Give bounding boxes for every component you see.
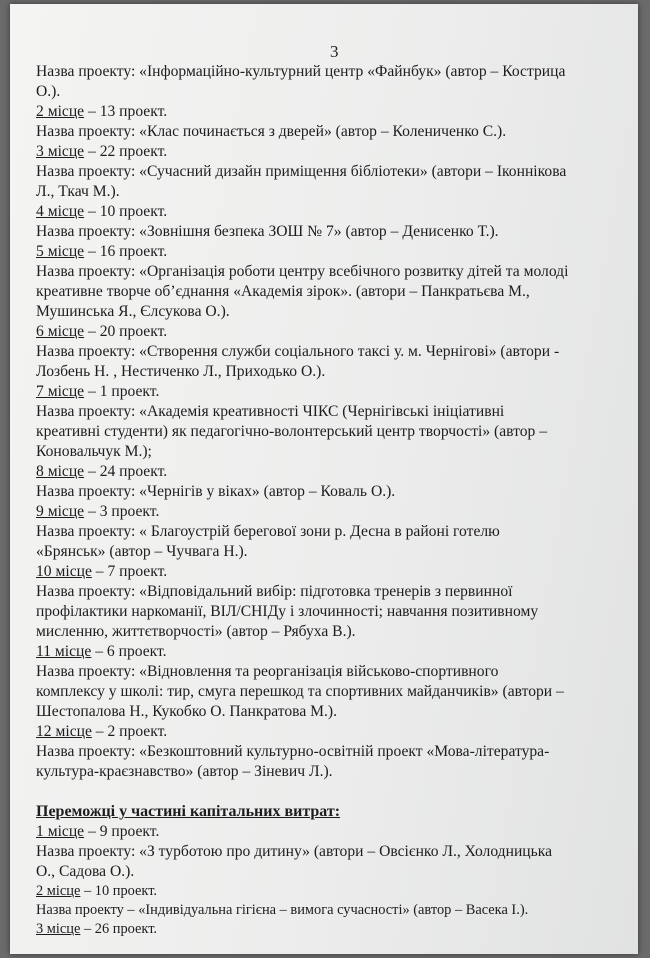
- place-project-number: – 13 проект.: [84, 103, 168, 120]
- project-name: креативні студенти) як педагогічно-волонтерський центр творчості» (автор –: [36, 423, 548, 440]
- place-project-number: – 22 проект.: [84, 143, 168, 160]
- place-label: 5 місце: [36, 243, 85, 260]
- place-heading: [36, 462, 628, 482]
- place-project-number: – 7 проект.: [91, 563, 168, 580]
- place-label: 10 місце: [36, 563, 92, 580]
- project-name: Назва проекту: «Організація роботи центру всебічного розвитку дітей та молоді: [36, 263, 569, 280]
- project-name: Назва проекту: «Безкоштовний культурно-освітній проект «Мова-література-: [36, 743, 550, 760]
- place-heading: [36, 822, 628, 842]
- project-name: Назва проекту: «Зовнішня безпека ЗОШ № 7» (автор – Денисенко Т.).: [36, 223, 499, 240]
- place-heading: [36, 322, 628, 342]
- project-name: «Брянськ» (автор – Чучвага Н.).: [36, 543, 248, 560]
- text-line: Назва проекту: «Інформаційно-культурний центр «Файнбук» (автор – Кострица: [36, 63, 566, 80]
- project-name: Назва проекту: «З турботою про дитину» (автори – Овсієнко Л., Холодницька: [36, 843, 553, 860]
- place-project-number: – 3 проект.: [84, 503, 160, 520]
- place-entry: [36, 102, 628, 142]
- place-entry: [36, 722, 628, 782]
- project-name: культура-краєзнавство» (автор – Зіневич Л.).: [36, 763, 333, 780]
- document-page: [10, 4, 638, 954]
- place-project-number: – 1 проект.: [84, 383, 160, 400]
- project-name: Лозбень Н. , Нестиченко Л., Приходько О.).: [36, 363, 326, 380]
- project-name: Назва проекту: «Сучасний дизайн приміщення бібліотеки» (автори – Іконнікова: [36, 163, 567, 180]
- place-project-number: – 2 проект.: [91, 723, 168, 740]
- project-name: Назва проекту: «Чернігів у віках» (автор – Коваль О.).: [36, 483, 396, 500]
- project-name: Шестопалова Н., Кукобко О. Панкратова М.).: [36, 703, 338, 720]
- place-entry: [36, 382, 628, 462]
- place-label: 3 місце: [36, 921, 81, 937]
- project-name: Коновальчук М.);: [36, 443, 152, 460]
- intro-project: [36, 62, 628, 102]
- project-name: Назва проекту: «Академія креативності ЧІКС (Чернігівські ініціативні: [36, 403, 505, 420]
- section-title: Переможці у частині капітальних витрат:: [36, 803, 341, 820]
- place-project-number: – 26 проект.: [80, 921, 158, 937]
- place-label: 12 місце: [36, 723, 92, 740]
- place-label: 4 місце: [36, 203, 85, 220]
- place-label: 8 місце: [36, 463, 85, 480]
- project-name: креативне творче об’єднання «Академія зірок». (автори – Панкратьєва М.,: [36, 283, 530, 300]
- project-name: Назва проекту: «Клас починається з дверей» (автор – Колениченко С.).: [36, 123, 507, 140]
- place-project-number: – 6 проект.: [91, 643, 167, 660]
- place-project-number: – 24 проект.: [84, 463, 168, 480]
- project-name: Назва проекту: « Благоустрій берегової зони р. Десна в районі готелю: [36, 523, 500, 540]
- place-label: 6 місце: [36, 323, 85, 340]
- place-project-number: – 10 проект.: [80, 883, 158, 899]
- place-entry: [36, 822, 628, 882]
- project-name: Л., Ткач М.).: [36, 183, 120, 200]
- place-heading: [36, 202, 628, 222]
- place-entry: [36, 642, 628, 722]
- place-project-number: – 9 проект.: [84, 823, 160, 840]
- place-heading: [36, 242, 628, 262]
- place-heading: [36, 562, 628, 582]
- place-heading: [36, 502, 628, 522]
- place-label: 9 місце: [36, 503, 85, 520]
- project-name: профілактики наркоманії, ВІЛ/СНІДу і злочинності; навчання позитивному: [36, 603, 539, 620]
- project-name: Назва проекту: «Відповідальний вибір: підготовка тренерів з первинної: [36, 583, 513, 600]
- project-name: Назва проекту: «Відновлення та реорганізація військово-спортивного: [36, 663, 499, 680]
- project-name: О., Садова О.).: [36, 863, 135, 880]
- place-entry: [36, 882, 628, 920]
- place-heading: [36, 102, 628, 122]
- place-entry: [36, 242, 628, 322]
- place-entry: [36, 502, 628, 562]
- place-heading: [36, 920, 628, 939]
- text-line: О.).: [36, 83, 61, 100]
- place-label: 3 місце: [36, 143, 85, 160]
- place-label: 11 місце: [36, 643, 92, 660]
- project-name: Мушинська Я., Єлсукова О.).: [36, 303, 230, 320]
- project-name: Назва проекту: «Створення служби соціального таксі у. м. Чернігові» (автори -: [36, 343, 560, 360]
- place-label: 1 місце: [36, 823, 85, 840]
- project-name: комплексу у школі: тир, смуга перешкод та спортивних майданчиків» (автори –: [36, 683, 564, 700]
- project-name: мисленню, життєтворчості» (автор – Рябуха В.).: [36, 623, 356, 640]
- place-project-number: – 16 проект.: [84, 243, 168, 260]
- place-heading: [36, 642, 628, 662]
- page-number: 3: [330, 42, 339, 61]
- place-entry: [36, 920, 628, 939]
- project-name: Назва проекту – «Індивідуальна гігієна – вимога сучасності» (автор – Васека І.).: [36, 902, 529, 918]
- place-label: 2 місце: [36, 103, 85, 120]
- place-label: 7 місце: [36, 383, 85, 400]
- place-project-number: – 10 проект.: [84, 203, 168, 220]
- place-project-number: – 20 проект.: [84, 323, 168, 340]
- place-heading: [36, 382, 628, 402]
- place-heading: [36, 722, 628, 742]
- place-entry: [36, 142, 628, 202]
- place-entry: [36, 322, 628, 382]
- place-entry: [36, 202, 628, 242]
- place-entry: [36, 462, 628, 502]
- place-heading: [36, 142, 628, 162]
- document-body: [36, 62, 628, 939]
- place-label: 2 місце: [36, 883, 81, 899]
- place-heading: [36, 882, 628, 901]
- place-entry: [36, 562, 628, 642]
